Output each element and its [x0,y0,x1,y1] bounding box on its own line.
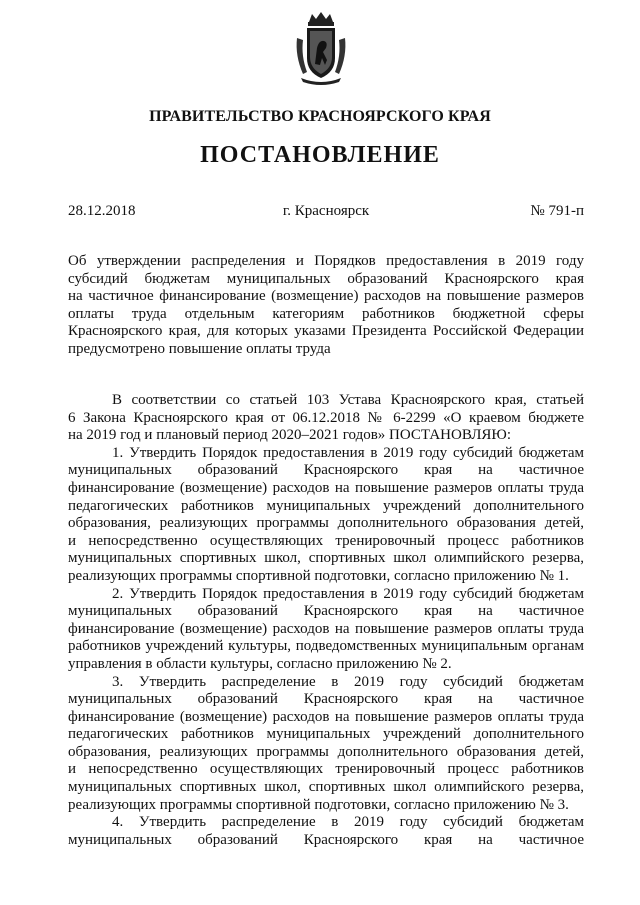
krasnoyarsk-coat-of-arms-icon [293,8,349,88]
preamble-line: В соответствии со статьей 103 Устава Красноярского края, статьей [112,392,584,408]
item1-line: финансирование (возмещение) расходов на повышение размеров оплаты труда [68,479,584,496]
item3-line: реализующих программы спортивной подготовки, согласно приложению № 3. [68,796,569,813]
preamble-line: 6 Закона Красноярского края от 06.12.2018 № 6-2299 «О краевом бюджете [68,409,584,426]
document-number: № 791-п [530,203,584,219]
item2-line: управления в области культуры, согласно приложению № 2. [68,655,452,672]
item2-line: муниципальных образований Красноярского края на частичное [68,603,584,620]
item2-line: 2. Утвердить Порядок предоставления в 2019 году субсидий бюджетам [112,585,584,602]
document-type-title: ПОСТАНОВЛЕНИЕ [200,142,440,168]
item3-line: 3. Утвердить распределение в 2019 году субсидий бюджетам [112,673,584,690]
document-subject [68,253,584,359]
item1-line: и непосредственно осуществляющих тренировочный процесс работников [68,532,584,549]
subject-line: Красноярского края, для которых указами Президента Российской Федерации [68,323,584,340]
item1-line: муниципальных спортивных школ, спортивных школ олимпийского резерва, [68,550,584,567]
item3-line: педагогических работников муниципальных учреждений дополнительного [68,726,584,743]
subject-line: Об утверждении распределения и Порядков предоставления в 2019 году [68,253,584,269]
item1-line: 1. Утвердить Порядок предоставления в 2019 году субсидий бюджетам [112,444,584,461]
document-city: г. Красноярск [282,203,370,219]
document-date: 28.12.2018 [68,203,136,219]
item4-line: 4. Утвердить распределение в 2019 году субсидий бюджетам [112,814,584,831]
item3-line: муниципальных образований Красноярского края на частичное [68,691,584,708]
item1-line: педагогических работников муниципальных учреждений дополнительного [68,497,584,514]
item1-line: образования, реализующих программы дополнительного образования детей, [68,515,584,532]
item2-line: работников учреждений культуры, подведомственных муниципальным органам [68,638,584,655]
subject-line: оплаты труда отдельным категориям работников бюджетной сферы [68,305,584,322]
item2-line: финансирование (возмещение) расходов на повышение размеров оплаты труда [68,620,584,637]
item1-line: муниципальных образований Красноярского края на частичное [68,462,584,479]
item3-line: и непосредственно осуществляющих тренировочный процесс работников [68,761,584,778]
item3-line: муниципальных спортивных школ, спортивных школ олимпийского резерва, [68,779,584,796]
subject-line: субсидий бюджетам муниципальных образований Красноярского края [68,270,584,287]
organization-name: ПРАВИТЕЛЬСТВО КРАСНОЯРСКОГО КРАЯ [149,108,491,125]
subject-line: на частичное финансирование (возмещение) расходов на повышение размеров [68,288,584,305]
item3-line: финансирование (возмещение) расходов на повышение размеров оплаты труда [68,708,584,725]
item1-line: реализующих программы спортивной подготовки, согласно приложению № 1. [68,567,569,584]
document-meta-row [68,203,584,223]
document-body [68,392,584,849]
item3-line: образования, реализующих программы дополнительного образования детей, [68,743,584,760]
subject-line: предусмотрено повышение оплаты труда [68,340,331,357]
preamble-line: на 2019 год и плановый период 2020–2021 годов» ПОСТАНОВЛЯЮ: [68,427,512,444]
item4-line: муниципальных образований Красноярского края на частичное [68,831,584,848]
